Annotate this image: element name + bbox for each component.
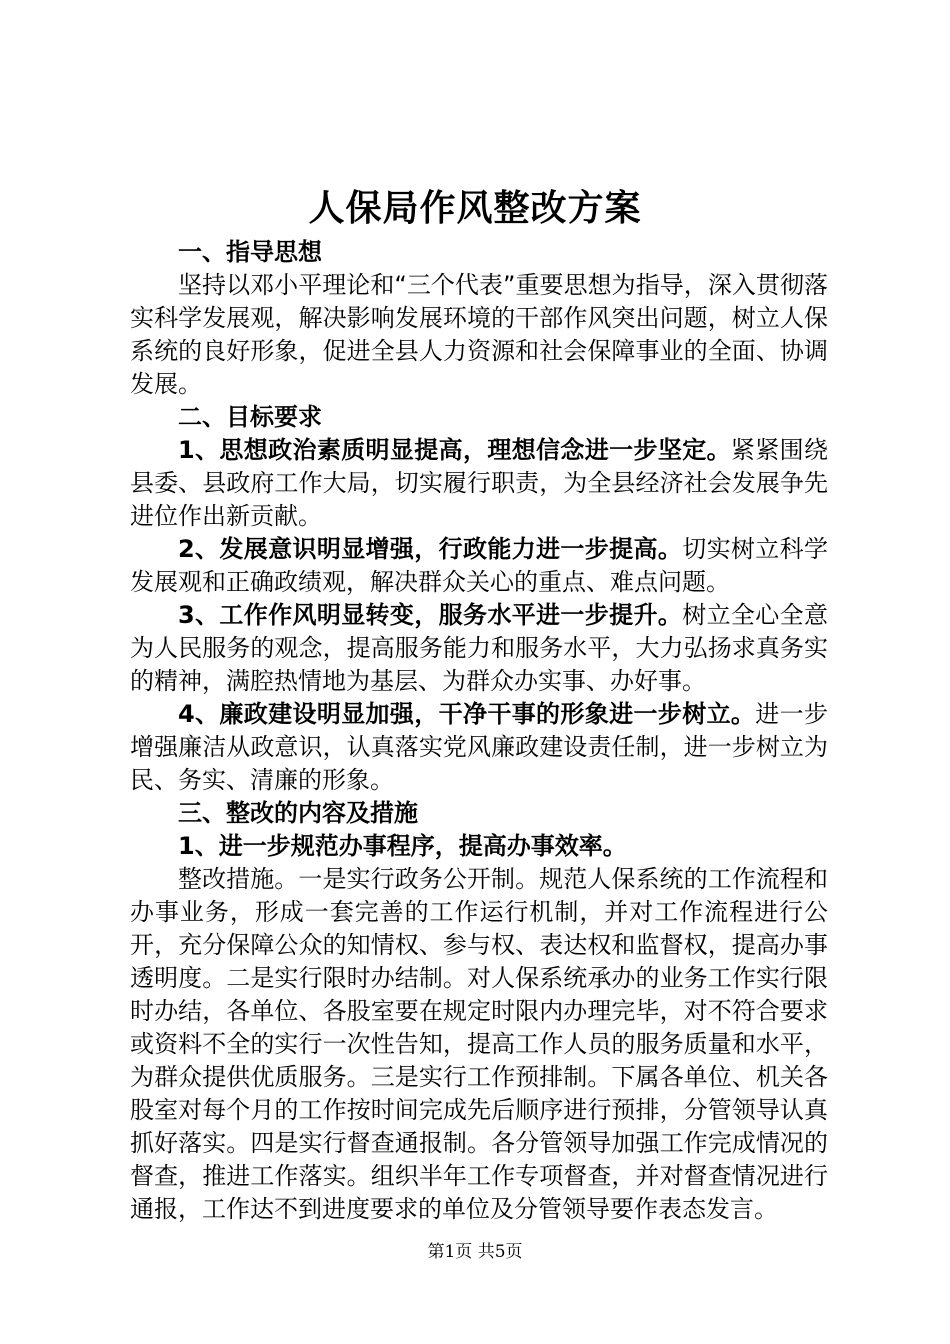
goal-item-1-lead: 1、思想政治素质明显提高，理想信念进一步坚定。 (178, 436, 731, 464)
goal-item-4-lead: 4、廉政建设明显加强，干净干事的形象进一步树立。 (178, 700, 756, 728)
paragraph-measures: 整改措施。一是实行政务公开制。规范人保系统的工作流程和办事业务，形成一套完善的工作运行机制，并对工作流程进行公开，充分保障公众的知情权、参与权、表达权和监督权，提高办事透明度。二是实行限时办结制。对人保系统承办的业务工作实行限时办结，各单位、各股室要在规定时限内办理完毕，对不符合要求或资料不全的实行一次性告知，提高工作人员的服务质量和水平，为群众提供优质服务。三是实行工作预排制。下属各单位、机关各股室对每个月的工作按时间完成先后顺序进行预排，分管领导认真抓好落实。四是实行督查通报制。各分管领导加强工作完成情况的督查，推进工作落实。组织半年工作专项督查，并对督查情况进行通报，工作达不到进度要求的单位及分管领导要作表态发言。 (130, 865, 828, 1223)
goal-item-2-text: 切实树立科学发展观和正确政绩观，解决群众关心的重点、难点问题。 (130, 535, 829, 596)
goal-item-2-lead: 2、发展意识明显增强，行政能力进一步提高。 (178, 535, 683, 563)
goal-item-3-text: 树立全心全意为人民服务的观念，提高服务能力和服务水平，大力弘扬求真务实的精神，满腔热情地为基层、为群众办实事、办好事。 (130, 601, 829, 695)
goal-item-4-text: 进一步增强廉洁从政意识，认真落实党风廉政建设责任制，进一步树立为民、务实、清廉的形象。 (130, 700, 828, 794)
goal-item-3-lead: 3、工作作风明显转变，服务水平进一步提升。 (178, 601, 683, 629)
goal-item-1 (130, 434, 828, 533)
subheading-measure-1: 1、进一步规范办事程序，提高办事效率。 (178, 832, 627, 860)
section-heading-goals: 二、目标要求 (178, 403, 322, 431)
page-footer: 第1页 共5页 (427, 1242, 523, 1262)
goal-item-4 (130, 698, 828, 797)
document-body (130, 236, 828, 1226)
section-heading-guiding-ideology: 一、指导思想 (178, 238, 322, 266)
goal-item-1-text: 紧紧围绕县委、县政府工作大局，切实履行职责，为全县经济社会发展争先进位作出新贡献。 (130, 436, 828, 530)
section-heading-measures: 三、整改的内容及措施 (178, 799, 418, 827)
page-title: 人保局作风整改方案 (308, 187, 642, 229)
paragraph-guiding-ideology: 坚持以邓小平理论和“三个代表”重要思想为指导，深入贯彻落实科学发展观，解决影响发展环境的干部作风突出问题，树立人保系统的良好形象，促进全县人力资源和社会保障事业的全面、协调发展。 (130, 271, 828, 398)
goal-item-2 (130, 533, 828, 599)
goal-item-3 (130, 599, 828, 698)
